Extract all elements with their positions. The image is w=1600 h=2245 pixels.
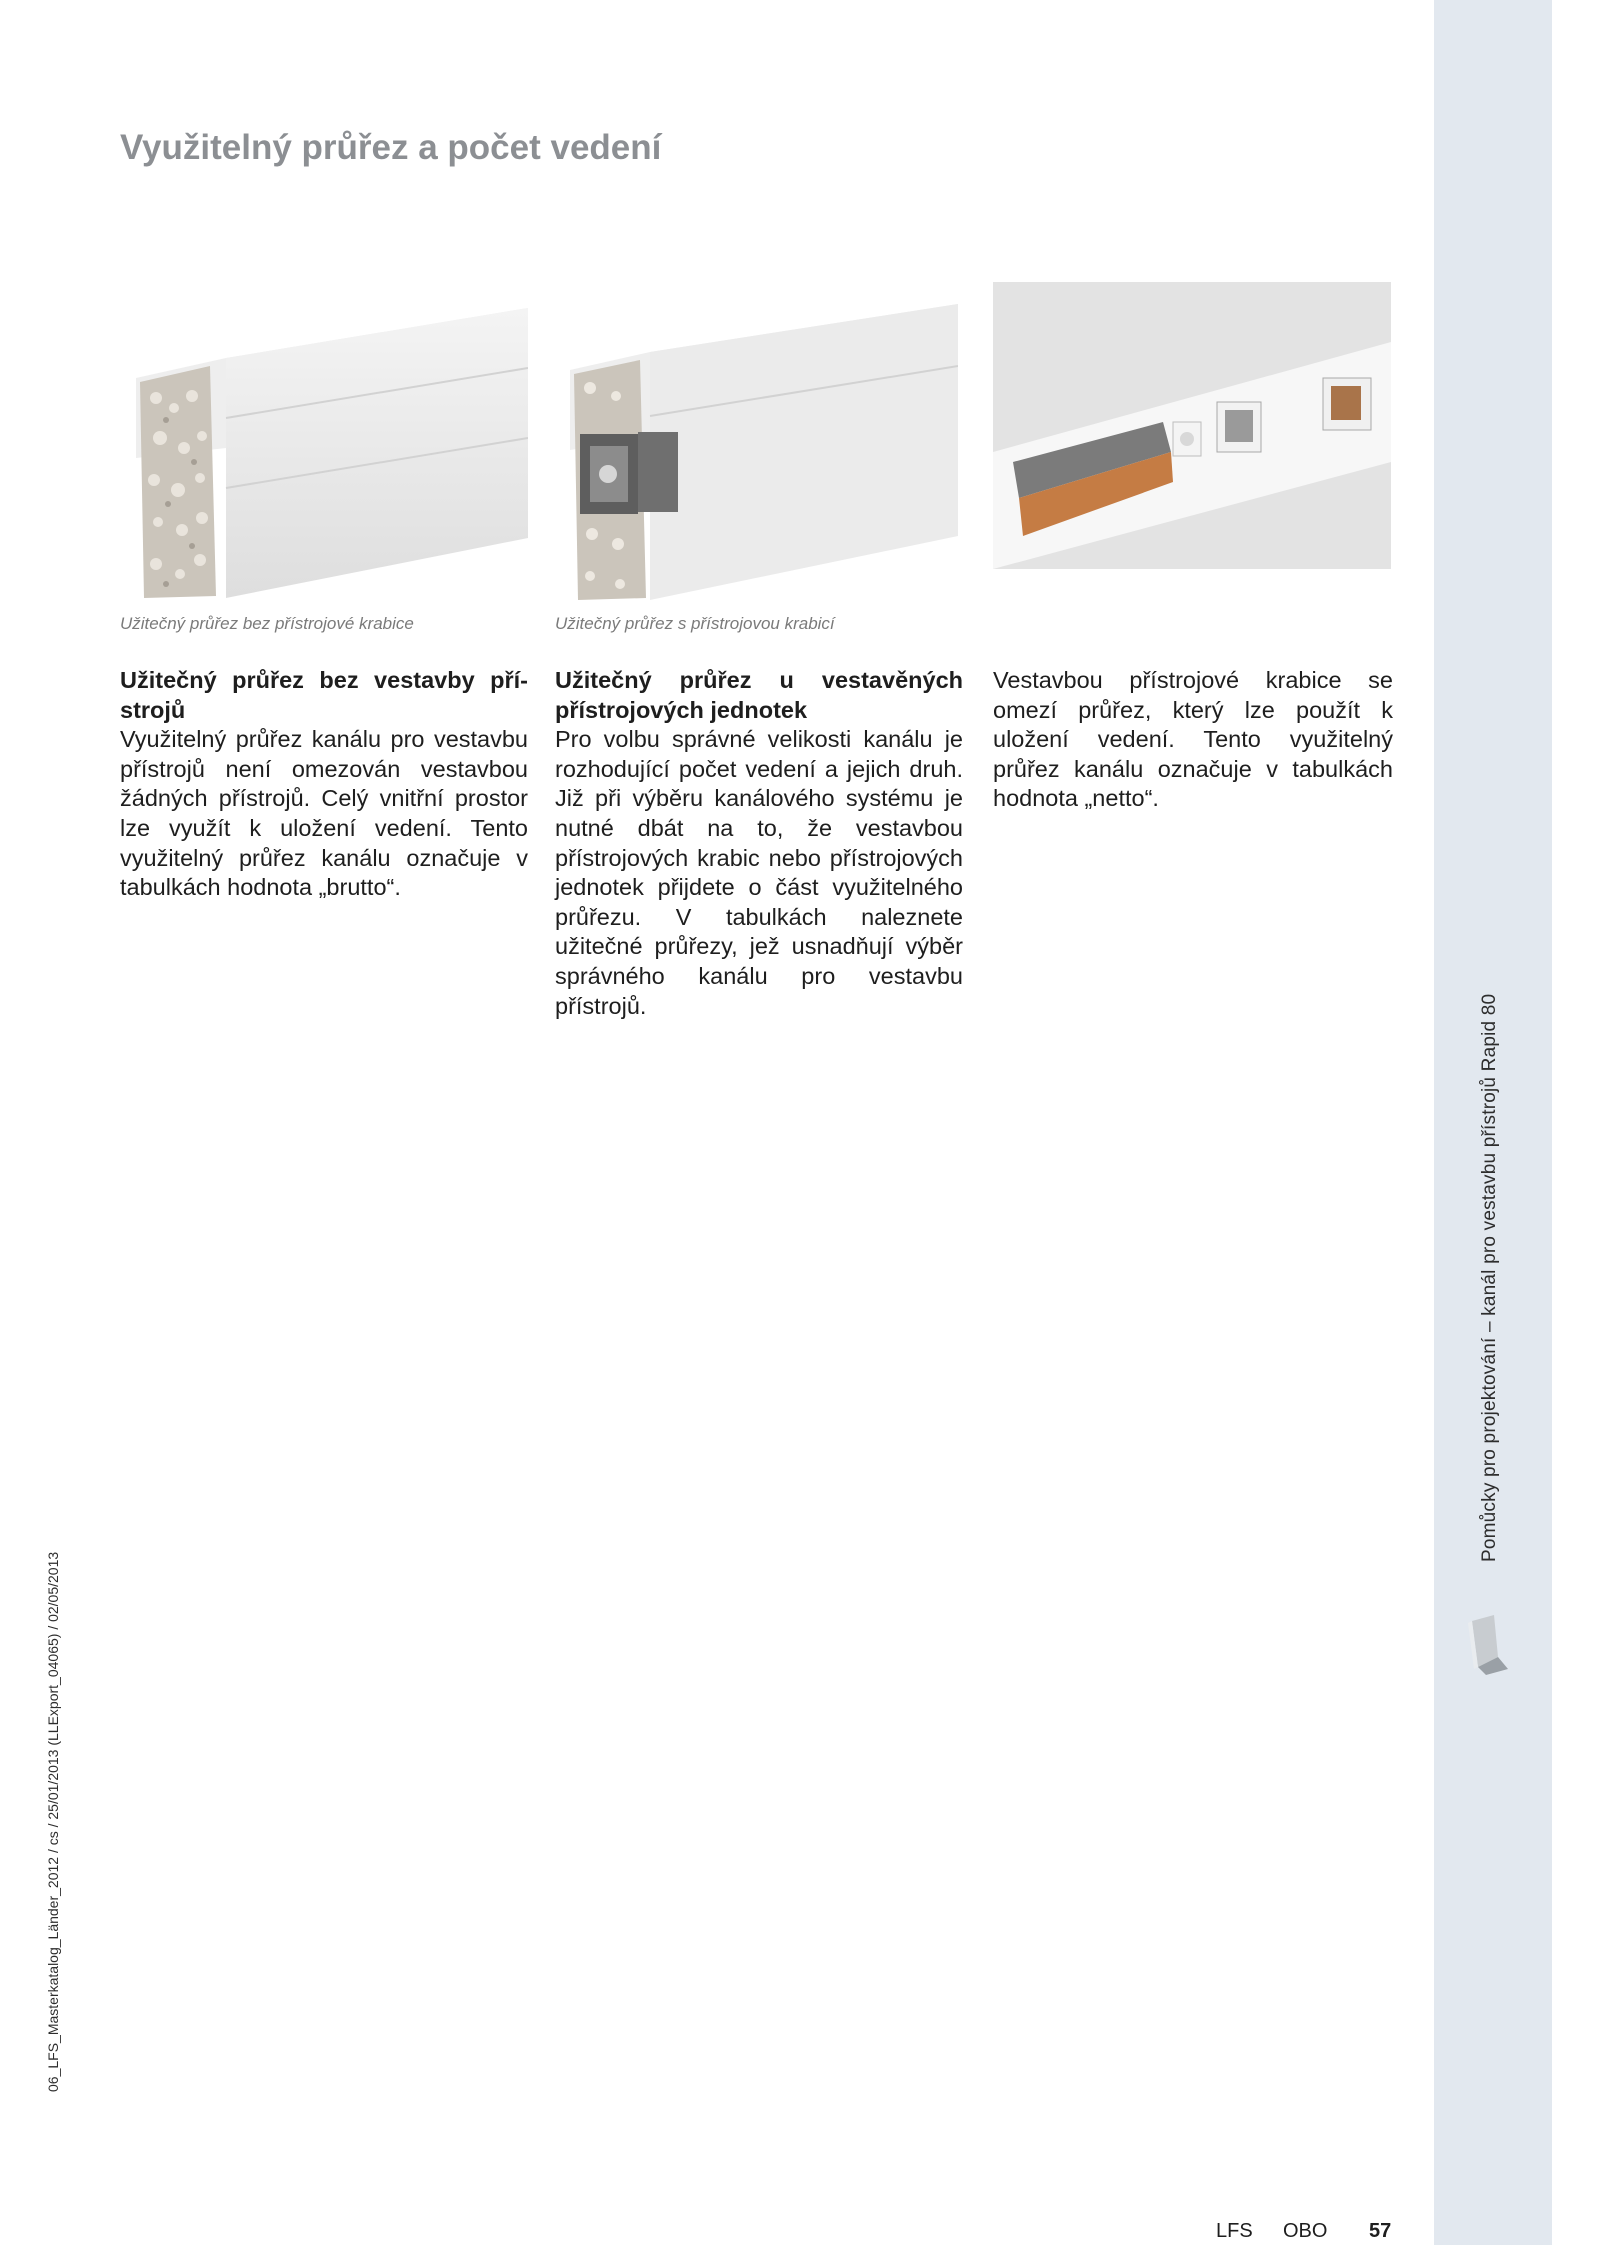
installed-channel-photo	[993, 282, 1391, 569]
sidebar-section-title: Pomůcky pro projektování – kanál pro vestavbu přístrojů Rapid 80	[1479, 993, 1500, 1562]
sidebar-product-thumbnail	[1464, 1613, 1516, 1677]
column-body: Vestavbou přístrojové krabice se omezí průřez, který lze použít k uložení vedení. Tento využitelný průřez kanálu označuje v tabulkách hodnota „netto“.	[993, 667, 1393, 812]
footer-brand-lfs: LFS	[1216, 2220, 1253, 2242]
footer-brand-obo: OBO	[1283, 2220, 1328, 2242]
text-column-2	[555, 666, 963, 1021]
page-number: 57	[1369, 2220, 1392, 2242]
column-body: Využitelný průřez kanálu pro vestavbu přístrojů není omezován vestavbou žádných přístrojů. Celý vnitřní prostor lze využít k uložení vedení. Tento využitelný průřez kanálu označuje v tabulkách hodnota „brutto“.	[120, 726, 528, 901]
text-column-1	[120, 666, 528, 903]
page-title: Využitelný průřez a počet vedení	[120, 128, 662, 167]
text-column-3	[993, 666, 1393, 814]
photo-caption: Užitečný průřez bez přístrojové krabice	[120, 614, 414, 633]
photo-caption: Užitečný průřez s přístrojovou krabicí	[555, 614, 835, 633]
column-heading: Užitečný průřez u vestavěných přístrojových jednotek	[555, 667, 963, 723]
column-body: Pro volbu správné velikosti kanálu je rozhodující počet vedení a jejich druh. Již při výběru kanálového systému je nutné dbát na to, že vestavbou přístrojových krabic nebo přístrojových jednotek přijdete o část využitelného průřezu. V tabulkách naleznete užitečné průřezy, jež usnadňují výběr správného kanálu pro vestavbu přístrojů.	[555, 726, 963, 1019]
column-heading: Užitečný průřez bez vestavby přístrojů	[120, 667, 528, 723]
channel-cross-section-photo	[136, 308, 528, 598]
channel-with-device-box-photo	[570, 304, 958, 600]
print-metadata: 06_LFS_Masterkatalog_Länder_2012 / cs / 25/01/2013 (LLExport_04065) / 02/05/2013	[45, 1551, 61, 2092]
